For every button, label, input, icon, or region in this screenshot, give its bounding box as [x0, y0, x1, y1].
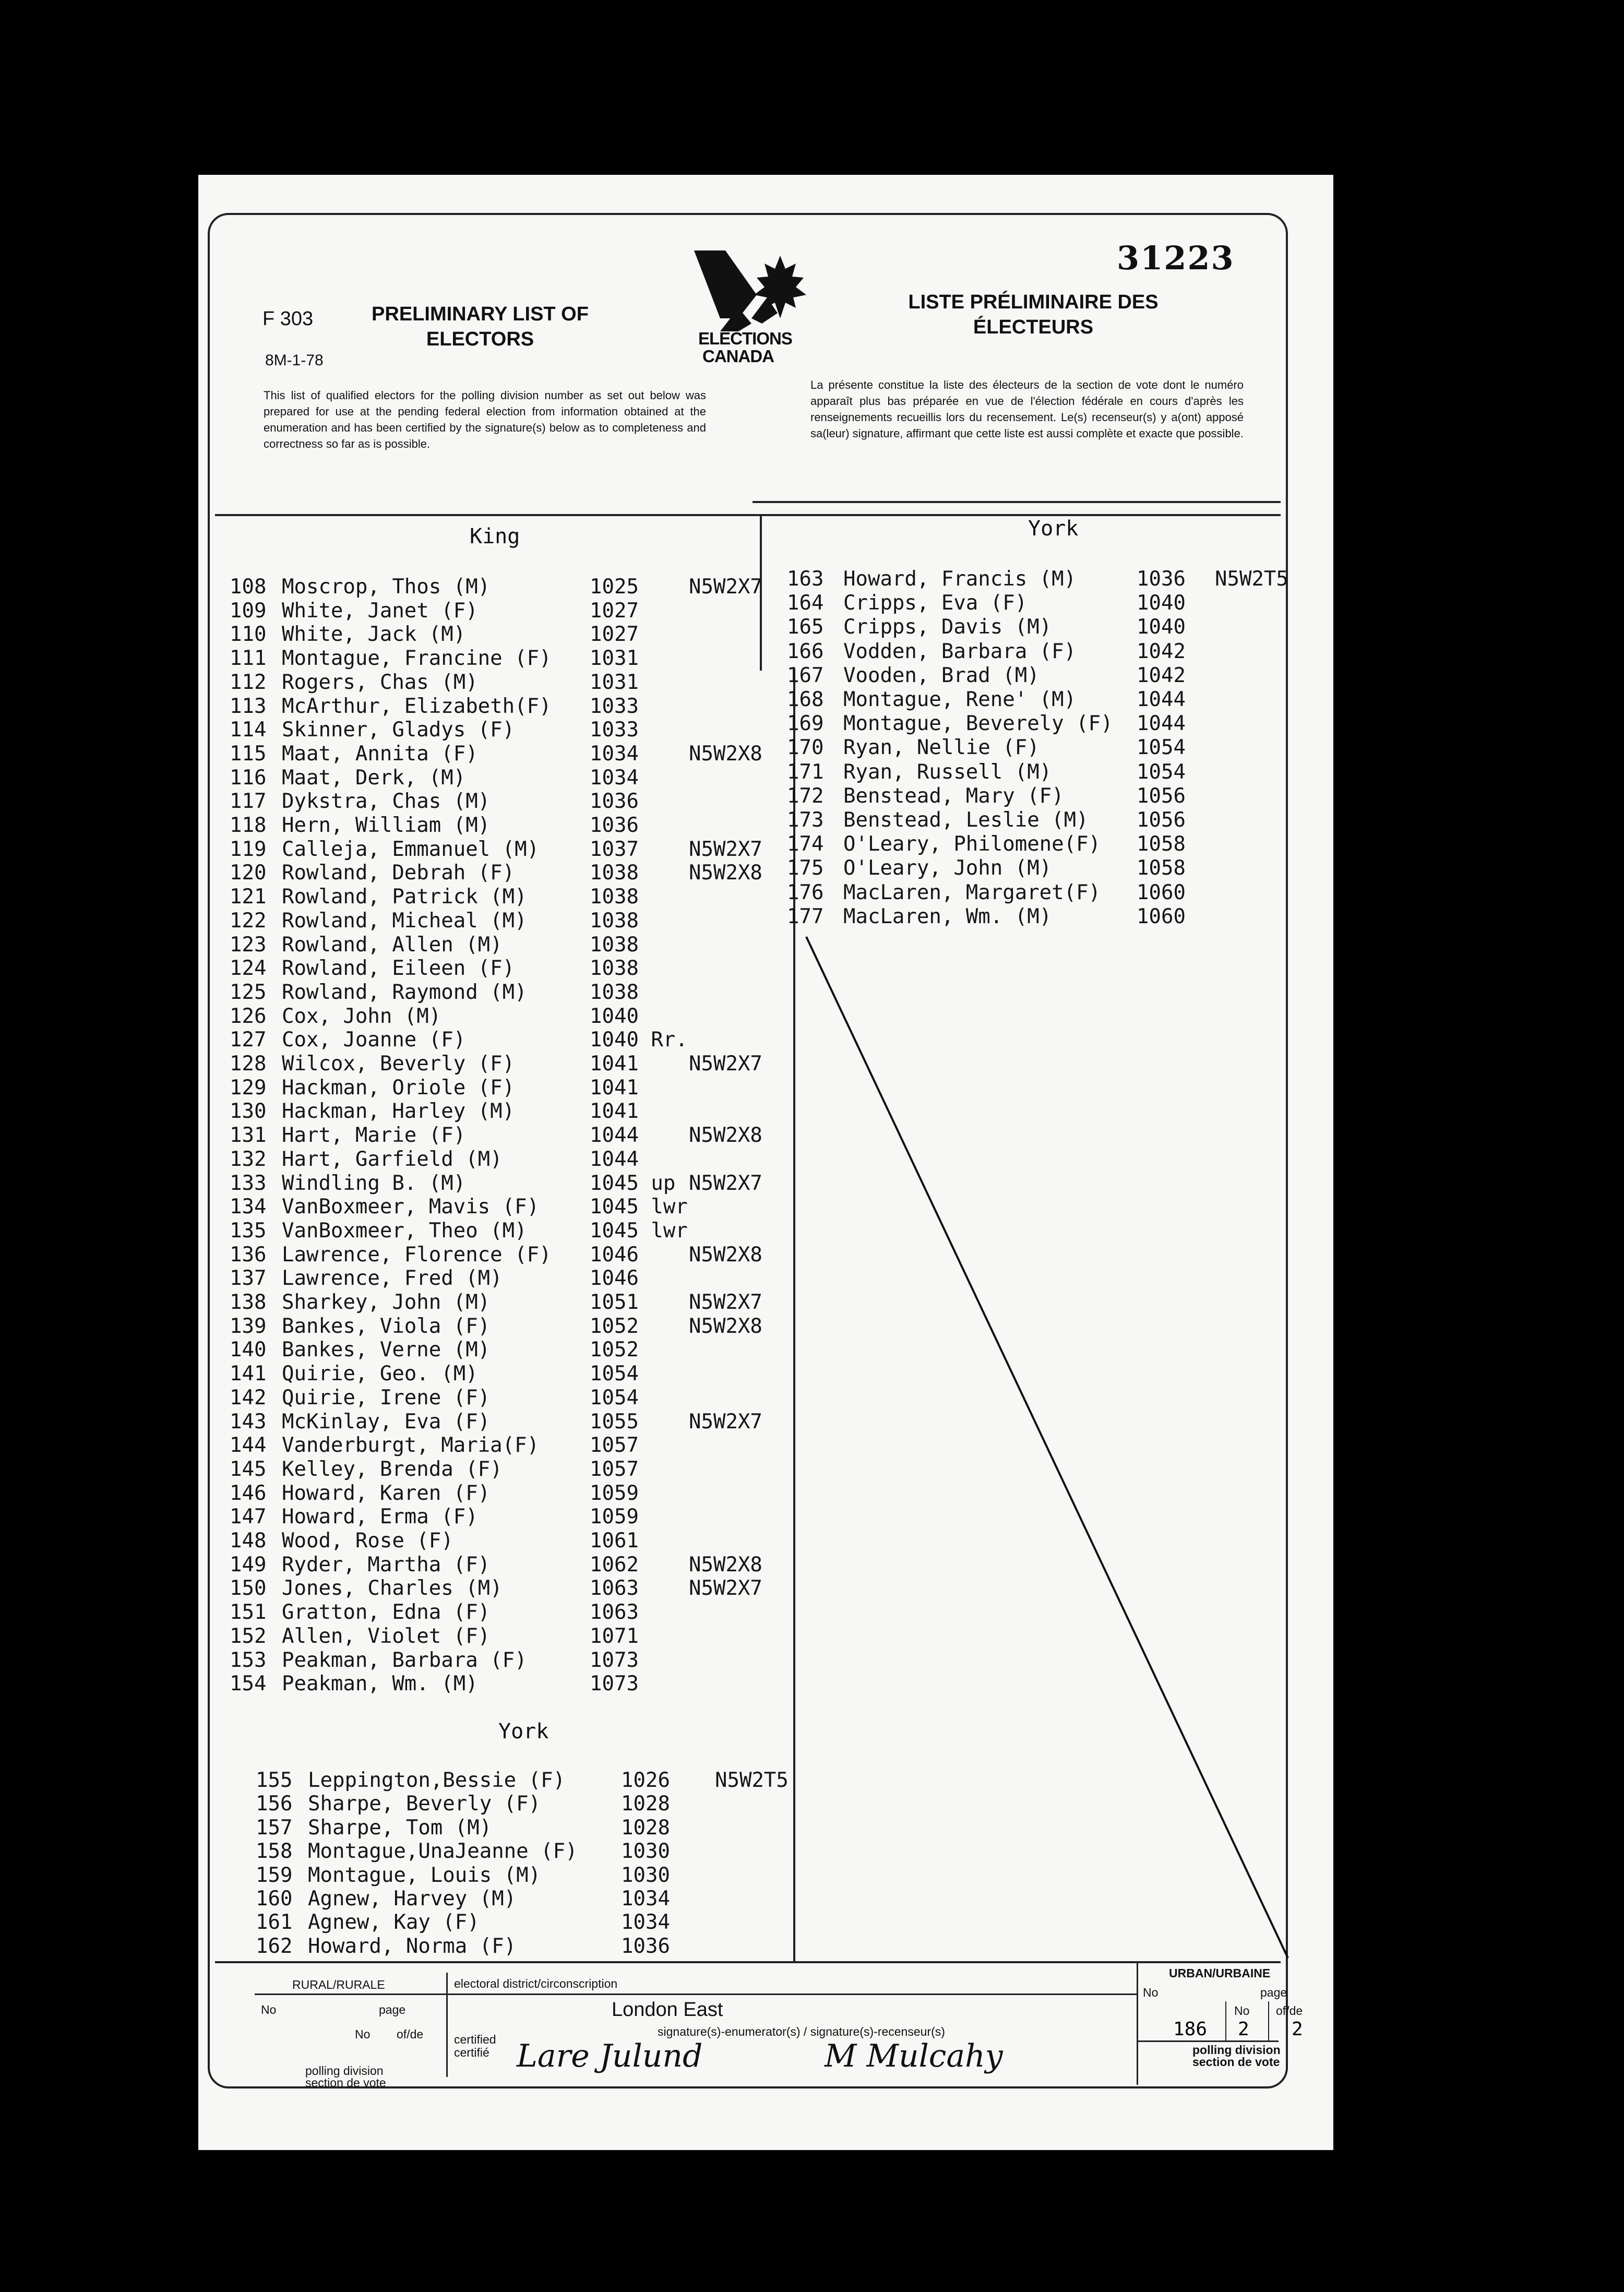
- elector-number: 111: [230, 647, 267, 671]
- elector-address: 1052: [590, 1314, 639, 1338]
- elector-number: 160: [256, 1887, 293, 1911]
- elector-number: 130: [230, 1100, 267, 1124]
- rural-no-label: No: [261, 2003, 277, 2016]
- elector-name: Agnew, Kay (F): [308, 1911, 480, 1935]
- elector-address: 1030: [621, 1840, 670, 1864]
- elector-name: Benstead, Mary (F): [843, 784, 1064, 808]
- elector-number: 146: [230, 1481, 267, 1505]
- urban-polling-label: polling division: [1192, 2043, 1281, 2057]
- certified-label: certified: [454, 2033, 496, 2046]
- title-en-line2: ELECTORS: [426, 328, 534, 350]
- elector-name: White, Janet (F): [282, 599, 478, 623]
- elector-number: 137: [230, 1267, 267, 1291]
- elector-name: Bankes, Viola (F): [282, 1314, 491, 1338]
- street-heading-king: King: [470, 524, 520, 548]
- urban-of-label: of/de: [1276, 2004, 1303, 2018]
- elector-address: 1042: [1137, 639, 1186, 663]
- elector-name: Rowland, Micheal (M): [282, 909, 527, 933]
- elector-number: 123: [230, 933, 267, 957]
- elector-name: Dykstra, Chas (M): [282, 790, 491, 814]
- elector-number: 148: [230, 1529, 267, 1553]
- elector-address: 1060: [1137, 904, 1186, 928]
- elector-number: 122: [230, 909, 267, 933]
- elector-number: 141: [230, 1362, 267, 1386]
- elector-address: 1060: [1137, 880, 1186, 904]
- elector-number: 140: [230, 1338, 267, 1362]
- elector-address: 1041: [590, 1076, 639, 1100]
- elector-name: Lawrence, Fred (M): [282, 1267, 503, 1291]
- elector-number: 116: [230, 766, 267, 790]
- elector-address: 1057: [590, 1457, 639, 1481]
- elector-name: Cripps, Eva (F): [843, 591, 1028, 615]
- elector-number: 159: [256, 1863, 293, 1887]
- elector-address: 1040 Rr.: [590, 1028, 688, 1052]
- rural-section-label: section de vote: [305, 2076, 386, 2090]
- elector-name: Montague, Francine (F): [282, 647, 552, 671]
- elector-address: 1045 up: [590, 1171, 676, 1195]
- enumerator-signature-1: Lare Julund: [517, 2038, 703, 2074]
- elector-name: Vodden, Barbara (F): [843, 639, 1077, 663]
- elector-name: Howard, Norma (F): [308, 1934, 517, 1958]
- elector-number: 155: [256, 1769, 293, 1792]
- elector-address: 1058: [1137, 832, 1186, 856]
- electoral-district: London East: [612, 1999, 723, 2021]
- elector-name: Hern, William (M): [282, 814, 491, 837]
- polling-division-number: 186: [1173, 2019, 1208, 2040]
- elector-address: 1057: [590, 1434, 639, 1458]
- elector-number: 173: [787, 808, 824, 832]
- elector-address: 1038: [590, 957, 639, 981]
- urban-page-label: page: [1260, 1986, 1287, 1999]
- elector-address: 1063: [590, 1577, 639, 1601]
- elector-postal-code: N5W2X8: [689, 861, 762, 885]
- elector-address: 1034: [590, 766, 639, 790]
- elector-name: Moscrop, Thos (M): [282, 575, 491, 599]
- elector-number: 153: [230, 1648, 267, 1672]
- page-number: 2: [1238, 2019, 1249, 2040]
- elector-number: 132: [230, 1147, 267, 1171]
- elector-number: 172: [787, 784, 824, 808]
- elector-name: McArthur, Elizabeth(F): [282, 694, 552, 718]
- elector-address: 1051: [590, 1291, 639, 1314]
- elector-name: O'Leary, John (M): [843, 856, 1052, 880]
- elector-address: 1027: [590, 599, 639, 623]
- elector-name: Agnew, Harvey (M): [308, 1887, 517, 1911]
- elector-name: Peakman, Wm. (M): [282, 1672, 478, 1696]
- elector-postal-code: N5W2X8: [689, 1553, 762, 1577]
- elector-address: 1036: [590, 814, 639, 837]
- elector-name: Montague, Beverely (F): [843, 712, 1113, 736]
- elector-address: 1042: [1137, 663, 1186, 687]
- elector-name: Hackman, Harley (M): [282, 1100, 515, 1124]
- elector-address: 1044: [1137, 712, 1186, 736]
- elector-name: MacLaren, Wm. (M): [843, 904, 1052, 928]
- elector-postal-code: N5W2X8: [689, 742, 762, 766]
- elector-address: 1027: [590, 623, 639, 647]
- elector-number: 144: [230, 1434, 267, 1458]
- elector-number: 110: [230, 623, 267, 647]
- elector-address: 1036: [590, 790, 639, 814]
- elector-number: 142: [230, 1386, 267, 1410]
- elector-address: 1073: [590, 1648, 639, 1672]
- elector-name: Bankes, Verne (M): [282, 1338, 491, 1362]
- elector-name: McKinlay, Eva (F): [282, 1410, 491, 1434]
- elector-postal-code: N5W2X7: [689, 575, 762, 599]
- elector-address: 1041: [590, 1052, 639, 1076]
- elector-address: 1073: [590, 1672, 639, 1696]
- elector-postal-code: N5W2X7: [689, 837, 762, 861]
- elector-number: 135: [230, 1219, 267, 1243]
- elector-number: 125: [230, 980, 267, 1004]
- intro-english: This list of qualified electors for the polling division number as set out below was prepared for use at the pending federal election from information obtained at the enumeration and has been certified by the signature(s) below as to completeness and correctness so far as is possible.: [264, 389, 706, 450]
- elector-name: Sharpe, Beverly (F): [308, 1792, 541, 1816]
- elector-name: Wilcox, Beverly (F): [282, 1052, 515, 1076]
- elector-name: Ryder, Martha (F): [282, 1553, 491, 1577]
- elector-number: 118: [230, 814, 267, 837]
- elector-name: Hart, Garfield (M): [282, 1147, 503, 1171]
- elector-address: 1034: [621, 1911, 670, 1935]
- elector-address: 1026: [621, 1769, 670, 1792]
- elector-address: 1056: [1137, 784, 1186, 808]
- elector-address: 1040: [1137, 615, 1186, 639]
- elector-name: Howard, Karen (F): [282, 1481, 491, 1505]
- elector-number: 167: [787, 663, 824, 687]
- footer-urban-divider: [1137, 1962, 1138, 2085]
- elector-number: 164: [787, 591, 824, 615]
- elector-name: Howard, Erma (F): [282, 1505, 478, 1529]
- urban-no2-label: No: [1234, 2004, 1250, 2018]
- intro-french: La présente constitue la liste des électeurs de la section de vote dont le numéro apparaît plus bas préparée en vue de l'élection fédérale en cours d'après les renseignements recueillis lors du recensement. Le(s) recenseur(s) y a(ont) apposé sa(leur) signature, affirmant que cette liste est aussi complète et exacte que possible.: [810, 378, 1244, 440]
- elector-name: Montague, Louis (M): [308, 1863, 541, 1887]
- enumerator-signature-2: M Mulcahy: [825, 2038, 1003, 2074]
- elector-number: 149: [230, 1553, 267, 1577]
- elector-name: Montague, Rene' (M): [843, 688, 1077, 711]
- elector-address: 1038: [590, 980, 639, 1004]
- elector-address: 1058: [1137, 856, 1186, 880]
- elector-address: 1045 lwr: [590, 1219, 688, 1243]
- elector-address: 1059: [590, 1481, 639, 1505]
- elector-address: 1031: [590, 647, 639, 671]
- elector-number: 176: [787, 880, 824, 904]
- elector-postal-code: N5W2X8: [689, 1124, 762, 1148]
- elector-address: 1054: [590, 1362, 639, 1386]
- elector-postal-code: N5W2X7: [689, 1410, 762, 1434]
- rural-no2-label: No: [355, 2027, 371, 2041]
- elector-address: 1071: [590, 1624, 639, 1648]
- elector-number: 152: [230, 1624, 267, 1648]
- elector-number: 128: [230, 1052, 267, 1076]
- elector-number: 154: [230, 1672, 267, 1696]
- urban-label: URBAN/URBAINE: [1169, 1966, 1271, 1980]
- elector-address: 1038: [590, 933, 639, 957]
- form-number: F 303: [262, 308, 314, 330]
- elector-name: Cripps, Davis (M): [843, 615, 1052, 639]
- elector-number: 169: [787, 712, 824, 736]
- rural-of-label: of/de: [397, 2027, 424, 2041]
- elector-number: 165: [787, 615, 824, 639]
- elector-address: 1059: [590, 1505, 639, 1529]
- elector-number: 109: [230, 599, 267, 623]
- elector-number: 138: [230, 1291, 267, 1314]
- footer-rule: [255, 1993, 1137, 1995]
- elector-number: 166: [787, 639, 824, 663]
- urban-box-bottom: [1138, 2040, 1279, 2042]
- elector-number: 127: [230, 1028, 267, 1052]
- elector-name: Rowland, Patrick (M): [282, 885, 527, 909]
- page-total: 2: [1292, 2019, 1303, 2040]
- urban-no-label: No: [1143, 1986, 1159, 1999]
- elector-address: 1055: [590, 1410, 639, 1434]
- elector-number: 158: [256, 1840, 293, 1864]
- elector-address: 1063: [590, 1601, 639, 1625]
- elector-number: 170: [787, 736, 824, 760]
- certifie-label: certifié: [454, 2046, 489, 2059]
- elector-name: O'Leary, Philomene(F): [843, 832, 1101, 856]
- elector-number: 157: [256, 1816, 293, 1840]
- elector-postal-code: N5W2X7: [689, 1052, 762, 1076]
- elector-number: 174: [787, 832, 824, 856]
- elector-address: 1038: [590, 909, 639, 933]
- urban-section-label: section de vote: [1192, 2055, 1280, 2069]
- elector-number: 114: [230, 718, 267, 742]
- elector-address: 1028: [621, 1816, 670, 1840]
- elector-name: Rowland, Eileen (F): [282, 957, 515, 981]
- elector-address: 1034: [590, 742, 639, 766]
- elector-number: 129: [230, 1076, 267, 1100]
- elector-address: 1045 lwr: [590, 1195, 688, 1219]
- elector-address: 1040: [590, 1004, 639, 1028]
- elector-name: Benstead, Leslie (M): [843, 808, 1089, 832]
- elector-address: 1038: [590, 861, 639, 885]
- elector-name: Allen, Violet (F): [282, 1624, 491, 1648]
- elector-number: 133: [230, 1171, 267, 1195]
- elector-number: 115: [230, 742, 267, 766]
- elector-number: 124: [230, 957, 267, 981]
- elector-name: White, Jack (M): [282, 623, 466, 647]
- street-heading-york-left: York: [498, 1720, 549, 1744]
- serial-number: 31223: [1117, 239, 1235, 277]
- elector-number: 108: [230, 575, 267, 599]
- elector-address: 1036: [1137, 567, 1186, 591]
- elector-name: Ryan, Russell (M): [843, 760, 1052, 784]
- elector-name: Skinner, Gladys (F): [282, 718, 515, 742]
- elector-postal-code: N5W2X7: [689, 1291, 762, 1314]
- elector-name: Sharkey, John (M): [282, 1291, 491, 1314]
- elector-name: Cox, John (M): [282, 1004, 441, 1028]
- elector-number: 134: [230, 1195, 267, 1219]
- elector-address: 1046: [590, 1243, 639, 1267]
- elector-name: Vanderburgt, Maria(F): [282, 1434, 540, 1458]
- signature-label: signature(s)-enumerator(s) / signature(s)-recenseur(s): [658, 2025, 945, 2038]
- elector-address: 1056: [1137, 808, 1186, 832]
- elector-name: VanBoxmeer, Theo (M): [282, 1219, 527, 1243]
- elector-number: 145: [230, 1457, 267, 1481]
- elector-name: Vooden, Brad (M): [843, 663, 1040, 687]
- elector-name: Wood, Rose (F): [282, 1529, 453, 1553]
- elector-address: 1037: [590, 837, 639, 861]
- footer-rural-divider: [446, 1973, 448, 2077]
- elector-name: Montague,UnaJeanne (F): [308, 1840, 578, 1864]
- title-fr-line2: ÉLECTEURS: [973, 316, 1094, 338]
- elector-number: 139: [230, 1314, 267, 1338]
- elector-number: 131: [230, 1124, 267, 1148]
- elector-number: 168: [787, 688, 824, 711]
- elector-number: 161: [256, 1911, 293, 1935]
- elector-number: 113: [230, 694, 267, 718]
- elector-postal-code: N5W2X8: [689, 1243, 762, 1267]
- elector-number: 162: [256, 1934, 293, 1958]
- urban-box-divider-1: [1225, 2001, 1226, 2040]
- elector-number: 175: [787, 856, 824, 880]
- elector-name: Rowland, Debrah (F): [282, 861, 515, 885]
- elector-postal-code: N5W2T5: [1215, 567, 1288, 591]
- district-label: electoral district/circonscription: [454, 1977, 618, 1990]
- elector-name: Kelley, Brenda (F): [282, 1457, 503, 1481]
- elector-postal-code: N5W2X7: [689, 1577, 762, 1601]
- elector-name: VanBoxmeer, Mavis (F): [282, 1195, 540, 1219]
- elector-number: 126: [230, 1004, 267, 1028]
- elector-name: Rowland, Raymond (M): [282, 980, 527, 1004]
- elector-number: 143: [230, 1410, 267, 1434]
- elector-number: 177: [787, 904, 824, 928]
- elector-address: 1044: [590, 1124, 639, 1148]
- elector-address: 1033: [590, 718, 639, 742]
- elector-name: Rogers, Chas (M): [282, 670, 478, 694]
- elector-name: Rowland, Allen (M): [282, 933, 503, 957]
- rural-polling-label: polling division: [305, 2064, 384, 2078]
- elector-postal-code: N5W2T5: [715, 1769, 789, 1792]
- elector-name: Leppington,Bessie (F): [308, 1769, 566, 1792]
- elector-address: 1062: [590, 1553, 639, 1577]
- elector-number: 117: [230, 790, 267, 814]
- elector-number: 151: [230, 1601, 267, 1625]
- elector-name: Calleja, Emmanuel (M): [282, 837, 540, 861]
- elector-name: Gratton, Edna (F): [282, 1601, 491, 1625]
- logo-text-elections: ELECTIONS: [698, 329, 792, 348]
- elector-address: 1052: [590, 1338, 639, 1362]
- elector-address: 1054: [590, 1386, 639, 1410]
- elector-number: 136: [230, 1243, 267, 1267]
- elector-postal-code: N5W2X7: [689, 1171, 762, 1195]
- elector-name: Ryan, Nellie (F): [843, 736, 1040, 760]
- elector-address: 1044: [1137, 688, 1186, 711]
- elector-address: 1036: [621, 1934, 670, 1958]
- elector-number: 112: [230, 670, 267, 694]
- elector-address: 1033: [590, 694, 639, 718]
- elector-name: Quirie, Geo. (M): [282, 1362, 478, 1386]
- elector-address: 1054: [1137, 760, 1186, 784]
- elector-address: 1030: [621, 1863, 670, 1887]
- elector-number: 119: [230, 837, 267, 861]
- elector-address: 1028: [621, 1792, 670, 1816]
- elector-address: 1038: [590, 885, 639, 909]
- elector-number: 156: [256, 1792, 293, 1816]
- elector-name: Sharpe, Tom (M): [308, 1816, 492, 1840]
- elector-name: Maat, Annita (F): [282, 742, 478, 766]
- logo-text-canada: CANADA: [702, 347, 774, 366]
- elector-name: Peakman, Barbara (F): [282, 1648, 527, 1672]
- form-date: 8M-1-78: [265, 352, 324, 369]
- elector-address: 1044: [590, 1147, 639, 1171]
- title-en-line1: PRELIMINARY LIST OF: [372, 303, 589, 325]
- elector-address: 1031: [590, 670, 639, 694]
- street-heading-york-right: York: [1028, 517, 1079, 541]
- elector-address: 1025: [590, 575, 639, 599]
- rural-label: RURAL/RURALE: [292, 1978, 385, 1991]
- elector-name: Howard, Francis (M): [843, 567, 1077, 591]
- elector-name: Lawrence, Florence (F): [282, 1243, 552, 1267]
- elector-number: 121: [230, 885, 267, 909]
- elector-postal-code: N5W2X8: [689, 1314, 762, 1338]
- elector-number: 120: [230, 861, 267, 885]
- elector-name: Maat, Derk, (M): [282, 766, 466, 790]
- elector-address: 1046: [590, 1267, 639, 1291]
- elector-name: MacLaren, Margaret(F): [843, 880, 1101, 904]
- title-fr-line1: LISTE PRÉLIMINAIRE DES: [908, 291, 1159, 313]
- elector-address: 1041: [590, 1100, 639, 1124]
- elector-address: 1040: [1137, 591, 1186, 615]
- elector-name: Hart, Marie (F): [282, 1124, 466, 1148]
- elector-name: Hackman, Oriole (F): [282, 1076, 515, 1100]
- elector-name: Quirie, Irene (F): [282, 1386, 491, 1410]
- rural-page-label: page: [379, 2003, 406, 2016]
- elector-address: 1054: [1137, 736, 1186, 760]
- elector-name: Jones, Charles (M): [282, 1577, 503, 1601]
- urban-box-divider-2: [1268, 2001, 1269, 2040]
- elector-number: 171: [787, 760, 824, 784]
- elector-number: 147: [230, 1505, 267, 1529]
- elector-address: 1061: [590, 1529, 639, 1553]
- elector-address: 1034: [621, 1887, 670, 1911]
- elector-name: Windling B. (M): [282, 1171, 466, 1195]
- elector-number: 163: [787, 567, 824, 591]
- elector-number: 150: [230, 1577, 267, 1601]
- elector-name: Cox, Joanne (F): [282, 1028, 466, 1052]
